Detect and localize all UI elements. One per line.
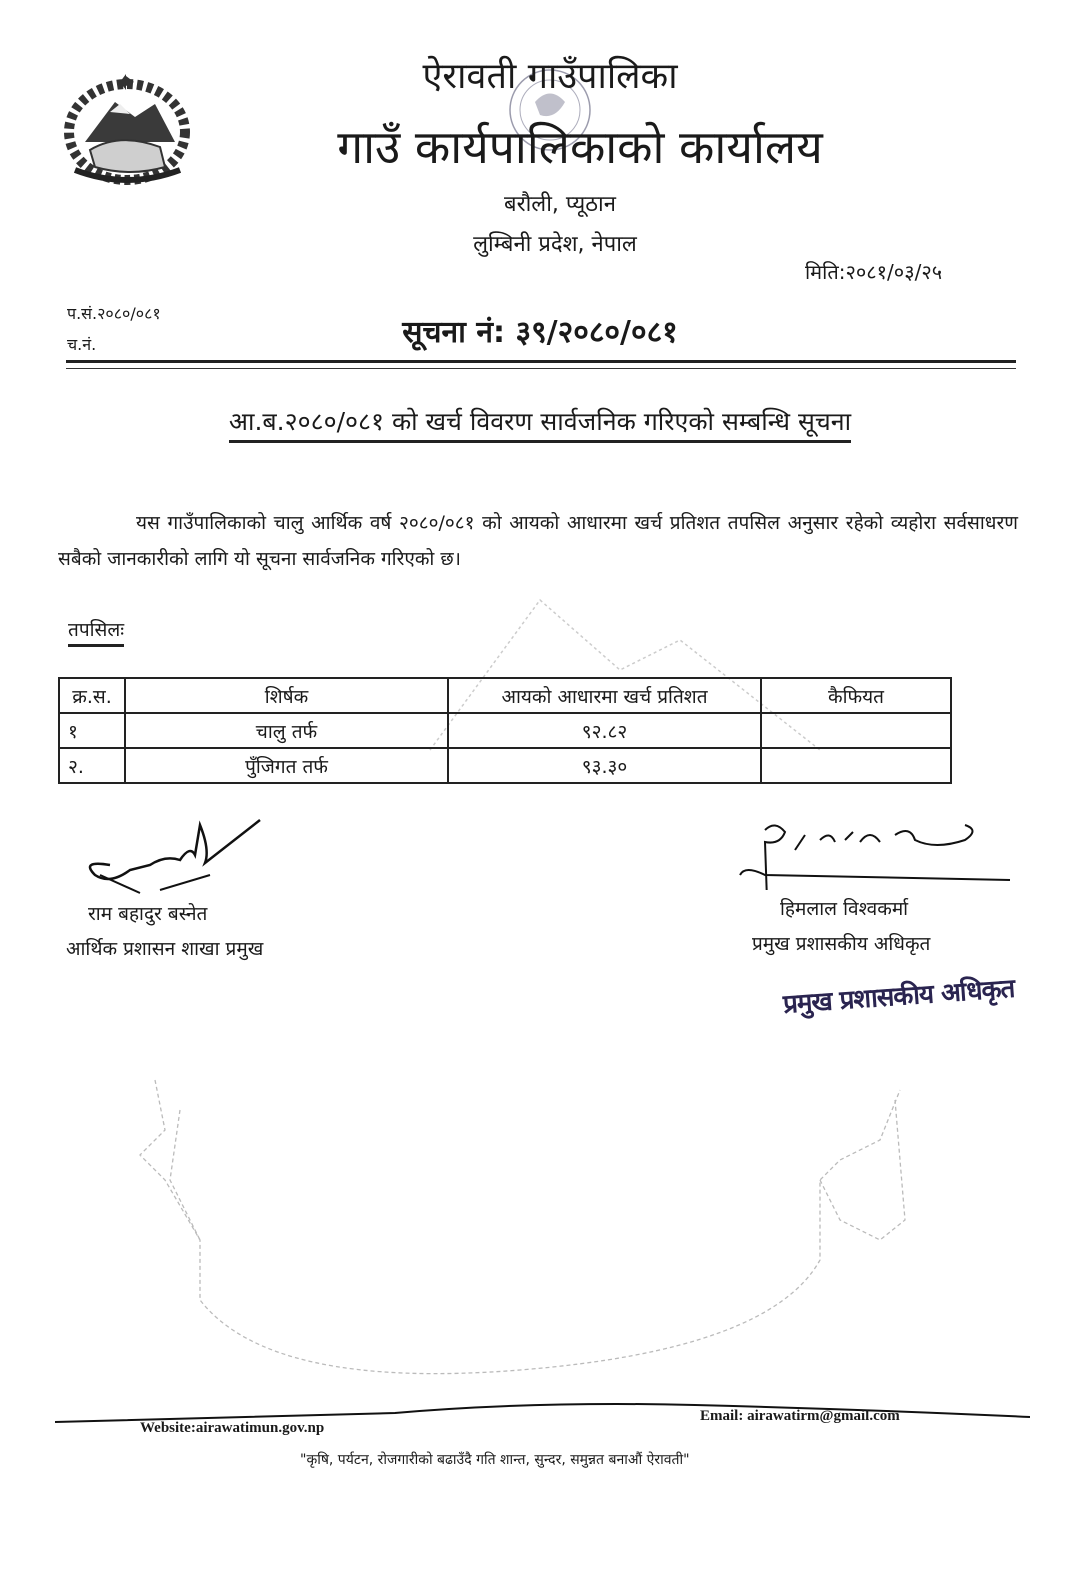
row-remarks <box>761 748 951 783</box>
signatory-right-name: हिमलाल विश्वकर्मा <box>780 898 909 920</box>
issue-date: मिति:२०८१/०३/२५ <box>805 260 943 284</box>
table-header-row <box>59 678 951 713</box>
header-title: शिर्षक <box>125 678 448 713</box>
header-percent: आयको आधारमा खर्च प्रतिशत <box>448 678 761 713</box>
address-line1: बरौली, प्यूठान <box>504 192 616 217</box>
header-remarks: कैफियत <box>761 678 951 713</box>
subject-text: आ.ब.२०८०/०८१ को खर्च विवरण सार्वजनिक गरिएको सम्बन्धि सूचना <box>229 407 851 443</box>
row-percent: ९३.३० <box>448 748 761 783</box>
signatory-left-designation: आर्थिक प्रशासन शाखा प्रमुख <box>66 938 264 960</box>
row-percent: ९२.८२ <box>448 713 761 748</box>
expense-table <box>58 677 952 784</box>
row-sn: २. <box>59 748 125 783</box>
signature-left <box>70 815 270 895</box>
reference-number: प.सं.२०८०/०८१ <box>67 304 161 323</box>
row-title: चालु तर्फ <box>125 713 448 748</box>
row-title: पुँजिगत तर्फ <box>125 748 448 783</box>
footer-slogan: "कृषि, पर्यटन, रोजगारीको बढाउँदै गति शान्त, सुन्दर, समुन्नत बनाऔं ऐरावती" <box>300 1452 690 1468</box>
signatory-left-name: राम बहादुर बस्नेत <box>88 903 208 925</box>
table-row <box>59 713 951 748</box>
office-name: गाउँ कार्यपालिकाको कार्यालय <box>337 120 823 174</box>
header-sn: क्र.स. <box>59 678 125 713</box>
header-divider <box>66 360 1016 369</box>
ribbon-watermark <box>120 1070 970 1390</box>
row-remarks <box>761 713 951 748</box>
footer-email: Email: airawatirm@gmail.com <box>700 1408 900 1424</box>
municipality-name: ऐरावती गाउँपालिका <box>422 56 678 97</box>
footer-website: Website:airawatimun.gov.np <box>140 1420 325 1436</box>
row-sn: १ <box>59 713 125 748</box>
table-row <box>59 748 951 783</box>
details-label: तपसिलः <box>68 616 124 647</box>
notice-body-paragraph: यस गाउँपालिकाको चालु आर्थिक वर्ष २०८०/०८१ को आयको आधारमा खर्च प्रतिशत तपसिल अनुसार रहेको व्यहोरा सर्वसाधरण सबैको जानकारीको लागि यो सूचना सार्वजनिक गरिएको छ। <box>58 512 1018 570</box>
dispatch-number: च.नं. <box>67 335 97 354</box>
notice-subject <box>0 404 1080 438</box>
designation-stamp: प्रमुख प्रशासकीय अधिकृत <box>782 973 1016 1020</box>
address-line2: लुम्बिनी प्रदेश, नेपाल <box>473 232 637 257</box>
signature-right <box>735 820 1015 890</box>
notice-number: सूचना नं: ३९/२०८०/०८१ <box>402 315 678 350</box>
signatory-right-designation: प्रमुख प्रशासकीय अधिकृत <box>752 933 931 955</box>
